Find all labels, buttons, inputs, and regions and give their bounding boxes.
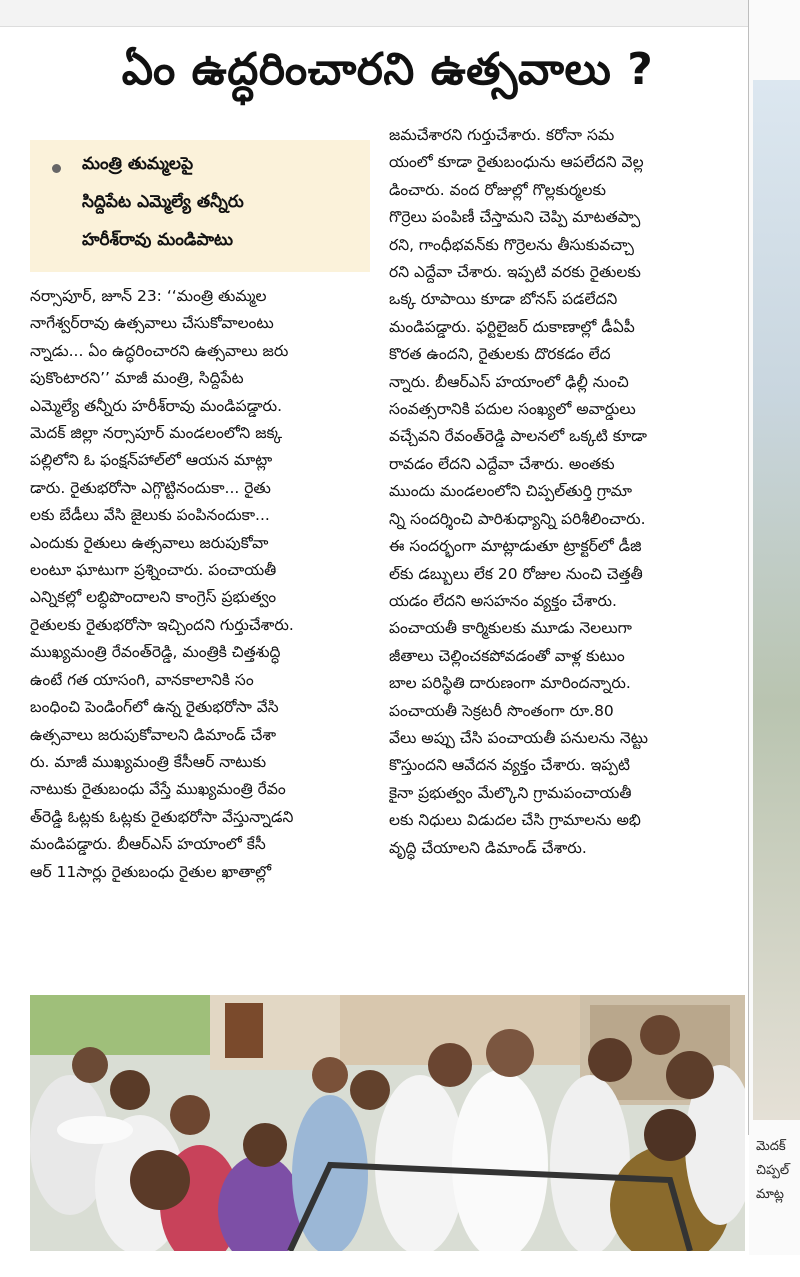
article-line: ఎమ్మెల్యే తన్నీరు హరీశ్‌రావు మండిపడ్డారు. <box>30 396 282 415</box>
article-line: ముఖ్యమంత్రి రేవంత్‌రెడ్డి, మంత్రికి చిత్తశుద్ధి <box>30 643 281 662</box>
kicker-line: హరీశ్‌రావు మండిపాటు <box>82 230 233 250</box>
article-line: కైనా ప్రభుత్వం మేల్కొని గ్రామపంచాయతీ <box>389 783 632 802</box>
article-line: ఉంటే గత యాసంగి, వానకాలానికి సం <box>30 670 254 689</box>
article-line: డారు. రైతుభరోసా ఎగ్గొట్టినందుకా... రైతు <box>30 478 271 497</box>
article-line: బాల పరిస్థితి దారుణంగా మారిందన్నారు. <box>389 674 631 693</box>
article-line: రైతులకు రైతుభరోసా ఇచ్చిందని గుర్తుచేశారు. <box>30 615 294 634</box>
article-line: పంచాయతీ కార్మికులకు మూడు నెలలుగా <box>389 619 632 638</box>
article-line: న్నాడు... ఏం ఉద్ధరించారని ఉత్సవాలు జరు <box>30 341 289 360</box>
article-line: ల్‌కు డబ్బులు లేక 20 రోజుల నుంచి చెత్తతీ <box>389 564 643 583</box>
article-line: నాటుకు రైతుబంధు వేస్తే ముఖ్యమంత్రి రేవం <box>30 780 286 799</box>
article-line: మండిపడ్డారు. ఫర్టిలైజర్‌ దుకాణాల్లో డీఏపీ <box>389 317 635 336</box>
article-line: ఎందుకు రైతులు ఉత్సవాలు జరుపుకోవా <box>30 533 269 552</box>
article-line: ఈ సందర్భంగా మాట్లాడుతూ ట్రాక్టర్‌లో డీజి <box>389 537 642 556</box>
article-line: జీతాలు చెల్లించకపోవడంతో వాళ్ల కుటుం <box>389 646 625 665</box>
article-line: ఆర్‌ 11సార్లు రైతుబంధు రైతుల ఖాతాల్లో <box>30 862 272 881</box>
kicker-box <box>30 140 370 272</box>
article-line: లకు బేడీలు వేసి జైలుకు పంపినందుకా... <box>30 506 270 525</box>
news-photo <box>30 995 745 1251</box>
adjacent-photo-caption <box>752 1135 800 1255</box>
article-line: జమచేశారని గుర్తుచేశారు. కరోనా సమ <box>389 126 615 144</box>
article-line: యంలో కూడా రైతుబంధును ఆపలేదని వెల్ల <box>389 153 644 172</box>
caption-line: మాట్ల <box>756 1187 784 1202</box>
article-line: ఎన్నికల్లో లబ్ధిపొందాలని కాంగ్రెస్‌ ప్రభుత్వం <box>30 588 277 607</box>
article-line: పల్లిలోని ఓ ఫంక్షన్‌హాల్‌లో ఆయన మాట్లా <box>30 451 273 470</box>
article-line: కొరత ఉందని, రైతులకు దొరకడం లేద <box>389 345 611 364</box>
kicker-line: మంత్రి తుమ్మలపై <box>82 154 194 174</box>
article-line: ఉత్సవాలు జరుపుకోవాలని డిమాండ్‌ చేశా <box>30 725 277 744</box>
article-line: రని ఎద్దేవా చేశారు. ఇప్పటి వరకు రైతులకు <box>389 263 641 282</box>
article-line: రావడం లేదని ఎద్దేవా చేశారు. అంతకు <box>389 454 615 473</box>
article-line: వేలు అప్పు చేసి పంచాయతీ పనులను నెట్టు <box>389 728 649 747</box>
article-line: సంవత్సరానికి పదుల సంఖ్యలో అవార్డులు <box>389 400 636 419</box>
article-line: వచ్చేవని రేవంత్‌రెడ్డి పాలనలో ఒక్కటి కూడా <box>389 427 647 446</box>
adjacent-photo-thumb <box>753 80 800 1120</box>
article-line: వృద్ధి చేయాలని డిమాండ్‌ చేశారు. <box>389 838 587 857</box>
article-line: పుకొంటారని’’ మాజీ మంత్రి, సిద్దిపేట <box>30 369 244 388</box>
article-line: గొర్రెలు పంపిణీ చేస్తామని చెప్పి మాటతప్పా <box>389 208 641 227</box>
caption-line: మెదక్‌ <box>756 1139 786 1154</box>
kicker-line: సిద్దిపేట ఎమ్మెల్యే తన్నీరు <box>82 192 244 212</box>
article-line: న్నారు. బీఆర్‌ఎస్‌ హయాంలో ఢిల్లీ నుంచి <box>389 372 629 391</box>
article-line: రు. మాజీ ముఖ్యమంత్రి కేసీఆర్‌ నాటుకు <box>30 752 267 771</box>
bullet-icon <box>52 164 61 173</box>
article-line: త్‌రెడ్డి ఓట్లకు ఓట్లకు రైతుభరోసా వేస్తున్నాడని <box>30 807 294 826</box>
article-line: న్ని సందర్శించి పారిశుధ్యాన్ని పరిశీలించారు. <box>389 509 646 528</box>
article-column-right <box>389 122 734 862</box>
article-line: డించారు. వంద రోజుల్లో గొల్లకుర్మలకు <box>389 180 606 199</box>
top-strip <box>0 0 800 27</box>
article-line: నాగేశ్వర్‌రావు ఉత్సవాలు చేసుకోవాలంటు <box>30 314 274 333</box>
article-line: ముందు మండలంలోని చిప్పల్‌తుర్తి గ్రామా <box>389 482 633 501</box>
article-column-left <box>30 283 375 886</box>
article-line: నర్సాపూర్‌, జూన్‌ 23: ‘‘మంత్రి తుమ్మల <box>30 287 267 305</box>
article-line: బంధించి పెండింగ్‌లో ఉన్న రైతుభరోసా వేసి <box>30 698 279 717</box>
article-line: మెదక్‌ జిల్లా నర్సాపూర్‌ మండలంలోని జక్క <box>30 424 283 443</box>
bottom-strip <box>0 1255 800 1277</box>
article-line: మండిపడ్డారు. బీఆర్‌ఎస్‌ హయాంలో కేసీ <box>30 835 266 854</box>
caption-line: చిప్పల్‌ <box>756 1163 790 1178</box>
article-line: లంటూ ఘాటుగా ప్రశ్నించారు. పంచాయతీ <box>30 561 277 580</box>
article-line: యడం లేదని అసహనం వ్యక్తం చేశారు. <box>389 591 617 610</box>
article-line: లకు నిధులు విడుదల చేసి గ్రామాలను అభి <box>389 811 641 830</box>
headline: ఏం ఉద్ధరించారని ఉత్సవాలు ? <box>121 44 654 95</box>
article-line: కొస్తుందని ఆవేదన వ్యక్తం చేశారు. ఇప్పటి <box>389 756 630 775</box>
article-line: రని, గాంధీభవన్‌కు గొర్రెలను తీసుకువచ్చా <box>389 235 634 254</box>
article-line: ఒక్క రూపాయి కూడా బోనస్‌ పడలేదని <box>389 290 618 309</box>
adjacent-article-photo-edge <box>749 0 800 1277</box>
news-photo-illustration <box>30 995 745 1251</box>
article-line: పంచాయతీ సెక్రటరీ సొంతంగా రూ.80 <box>389 701 614 720</box>
